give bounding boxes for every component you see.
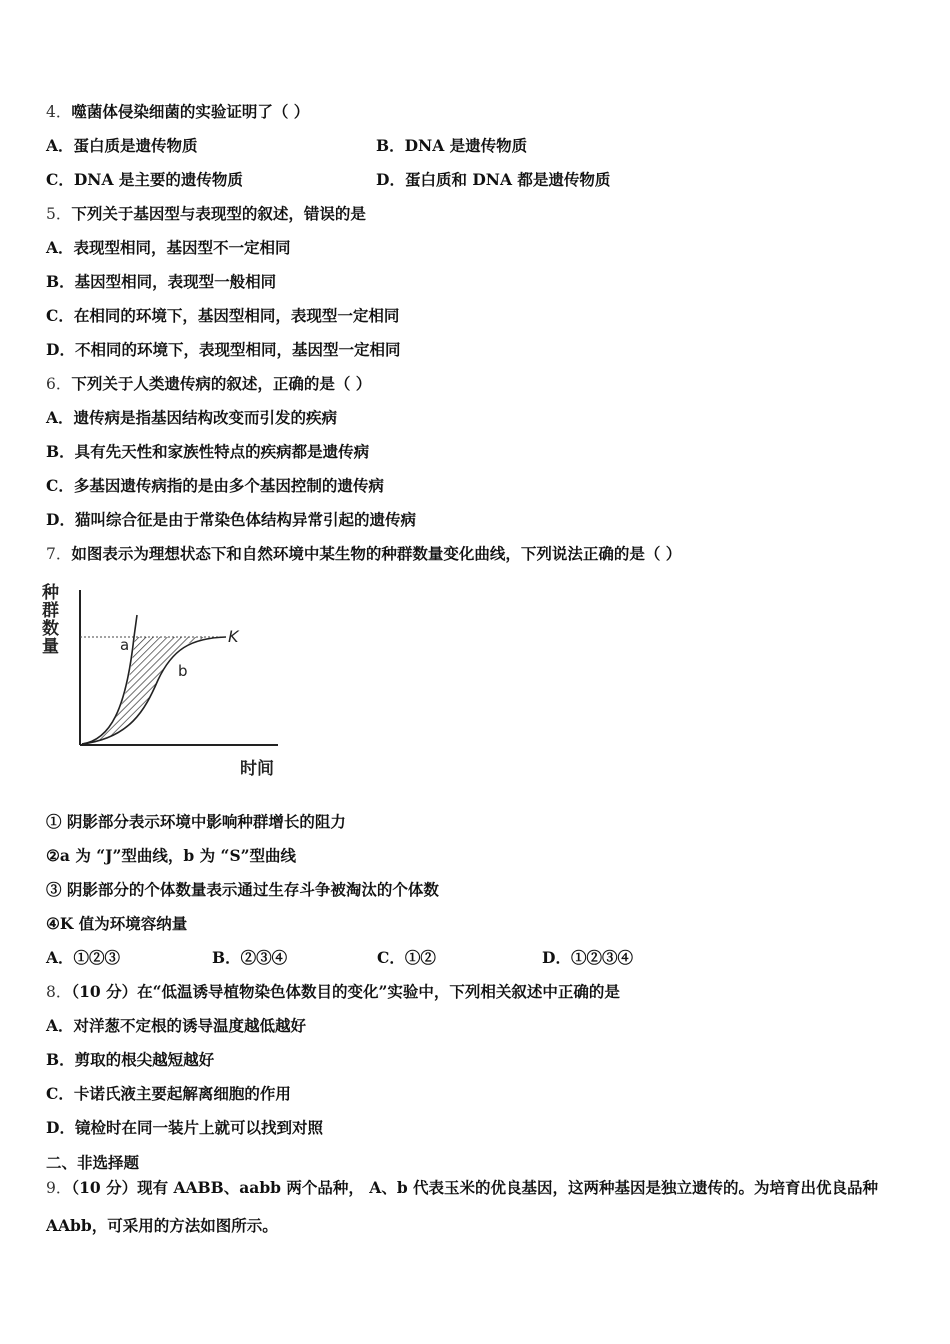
population-growth-graph xyxy=(40,580,290,785)
option-text: 镜检时在同一装片上就可以找到对照 xyxy=(74,1118,323,1137)
statement-text: ③ 阴影部分的个体数量表示通过生存斗争被淘汰的个体数 xyxy=(46,880,439,899)
q7-option-c[interactable] xyxy=(377,948,436,968)
option-label: A． xyxy=(46,408,74,427)
q4-stem xyxy=(46,102,309,122)
option-label: B． xyxy=(46,272,75,291)
q7-stem xyxy=(46,544,681,564)
q7-statement-1 xyxy=(46,812,346,832)
shaded-resistance-area xyxy=(82,637,210,744)
option-label: D． xyxy=(542,948,571,967)
option-text: 对洋葱不定根的诱导温度越低越好 xyxy=(73,1016,307,1035)
curve-b-label: b xyxy=(178,662,188,680)
q6-stem xyxy=(46,374,371,394)
q6-number: 6． xyxy=(46,375,72,393)
option-label: D． xyxy=(46,1118,75,1137)
option-text: 卡诺氏液主要起解离细胞的作用 xyxy=(73,1084,291,1103)
option-text: ①②③④ xyxy=(570,948,633,967)
q5-number: 5． xyxy=(46,205,72,223)
option-text: 在相同的环境下，基因型相同，表现型一定相同 xyxy=(73,306,400,325)
curve-a-label: a xyxy=(120,636,130,654)
option-label: D． xyxy=(376,170,405,189)
option-label: B． xyxy=(46,442,75,461)
q7-option-a[interactable] xyxy=(46,948,120,968)
q7-statement-4 xyxy=(46,914,187,934)
y-axis-label-1: 种 xyxy=(42,583,59,603)
option-text: 不相同的环境下，表现型相同，基因型一定相同 xyxy=(74,340,401,359)
option-label: A． xyxy=(46,1016,74,1035)
q5-stem xyxy=(46,204,366,224)
option-text: DNA 是主要的遗传物质 xyxy=(73,170,243,189)
option-text: ①② xyxy=(404,948,436,967)
q4-stem-text: 噬菌体侵染细菌的实验证明了（ ） xyxy=(71,102,310,121)
option-label: C． xyxy=(46,476,74,495)
option-text: 多基因遗传病指的是由多个基因控制的遗传病 xyxy=(73,476,384,495)
q6-option-d[interactable] xyxy=(46,510,416,530)
option-text: 基因型相同，表现型一般相同 xyxy=(74,272,277,291)
y-axis-label-4: 量 xyxy=(42,637,59,657)
q9-stem-text-2: AAbb，可采用的方法如图所示。 xyxy=(46,1216,278,1235)
y-axis-label-2: 群 xyxy=(42,601,59,621)
q4-option-d[interactable] xyxy=(376,170,610,190)
option-label: C． xyxy=(46,170,74,189)
q4-option-a[interactable] xyxy=(46,136,198,156)
option-text: 具有先天性和家族性特点的疾病都是遗传病 xyxy=(74,442,370,461)
option-label: B． xyxy=(376,136,405,155)
option-text: DNA 是遗传物质 xyxy=(404,136,528,155)
q7-statement-3 xyxy=(46,880,439,900)
q8-option-d[interactable] xyxy=(46,1118,323,1138)
option-text: 猫叫综合征是由于常染色体结构异常引起的遗传病 xyxy=(74,510,416,529)
q5-option-b[interactable] xyxy=(46,272,276,292)
option-label: D． xyxy=(46,510,75,529)
q5-option-d[interactable] xyxy=(46,340,400,360)
option-label: B． xyxy=(212,948,241,967)
q4-number: 4． xyxy=(46,103,72,121)
q7-statement-2 xyxy=(46,846,296,866)
q7-option-d[interactable] xyxy=(542,948,633,968)
q5-stem-text: 下列关于基因型与表现型的叙述，错误的是 xyxy=(71,204,366,223)
option-text: ①②③ xyxy=(73,948,121,967)
q6-stem-text: 下列关于人类遗传病的叙述，正确的是（ ） xyxy=(71,374,372,393)
q4-option-b[interactable] xyxy=(376,136,527,156)
option-label: C． xyxy=(46,1084,74,1103)
q8-stem xyxy=(46,982,620,1002)
q8-number: 8． xyxy=(46,983,72,1001)
option-text: 遗传病是指基因结构改变而引发的疾病 xyxy=(73,408,338,427)
option-label: C． xyxy=(46,306,74,325)
section-heading: 二、非选择题 xyxy=(46,1153,140,1172)
option-label: D． xyxy=(46,340,75,359)
option-label: A． xyxy=(46,948,74,967)
q6-option-c[interactable] xyxy=(46,476,384,496)
q5-option-a[interactable] xyxy=(46,238,291,258)
q8-option-b[interactable] xyxy=(46,1050,214,1070)
option-label: B． xyxy=(46,1050,75,1069)
q7-stem-text: 如图表示为理想状态下和自然环境中某生物的种群数量变化曲线，下列说法正确的是（ ） xyxy=(71,544,682,563)
statement-text: ②a 为 “J”型曲线，b 为 “S”型曲线 xyxy=(46,846,297,865)
q8-option-a[interactable] xyxy=(46,1016,306,1036)
statement-text: ① 阴影部分表示环境中影响种群增长的阻力 xyxy=(46,812,346,831)
option-label: C． xyxy=(377,948,405,967)
option-text: ②③④ xyxy=(240,948,288,967)
q4-option-c[interactable] xyxy=(46,170,243,190)
statement-text: ④K 值为环境容纳量 xyxy=(46,914,188,933)
q7-number: 7． xyxy=(46,545,72,563)
q5-option-c[interactable] xyxy=(46,306,399,326)
option-text: 表现型相同，基因型不一定相同 xyxy=(73,238,291,257)
option-label: A． xyxy=(46,238,74,257)
q9-number: 9． xyxy=(46,1179,72,1197)
q9-stem-line2 xyxy=(46,1216,278,1236)
option-text: 蛋白质是遗传物质 xyxy=(73,136,198,155)
q9-stem-line1 xyxy=(46,1178,878,1198)
q6-option-a[interactable] xyxy=(46,408,337,428)
y-axis-label-3: 数 xyxy=(42,619,59,639)
k-label: K xyxy=(228,627,239,646)
q6-option-b[interactable] xyxy=(46,442,369,462)
option-label: A． xyxy=(46,136,74,155)
option-text: 剪取的根尖越短越好 xyxy=(74,1050,215,1069)
q8-stem-text: （10 分）在“低温诱导植物染色体数目的变化”实验中，下列相关叙述中正确的是 xyxy=(71,982,620,1001)
x-axis-label: 时间 xyxy=(240,759,274,779)
q9-stem-text: （10 分）现有 AABB、aabb 两个品种， A、b 代表玉米的优良基因，这两种基因是独立遗传的。为培育出优良品种 xyxy=(71,1178,879,1197)
q8-option-c[interactable] xyxy=(46,1084,291,1104)
option-text: 蛋白质和 DNA 都是遗传物质 xyxy=(404,170,611,189)
q7-option-b[interactable] xyxy=(212,948,287,968)
